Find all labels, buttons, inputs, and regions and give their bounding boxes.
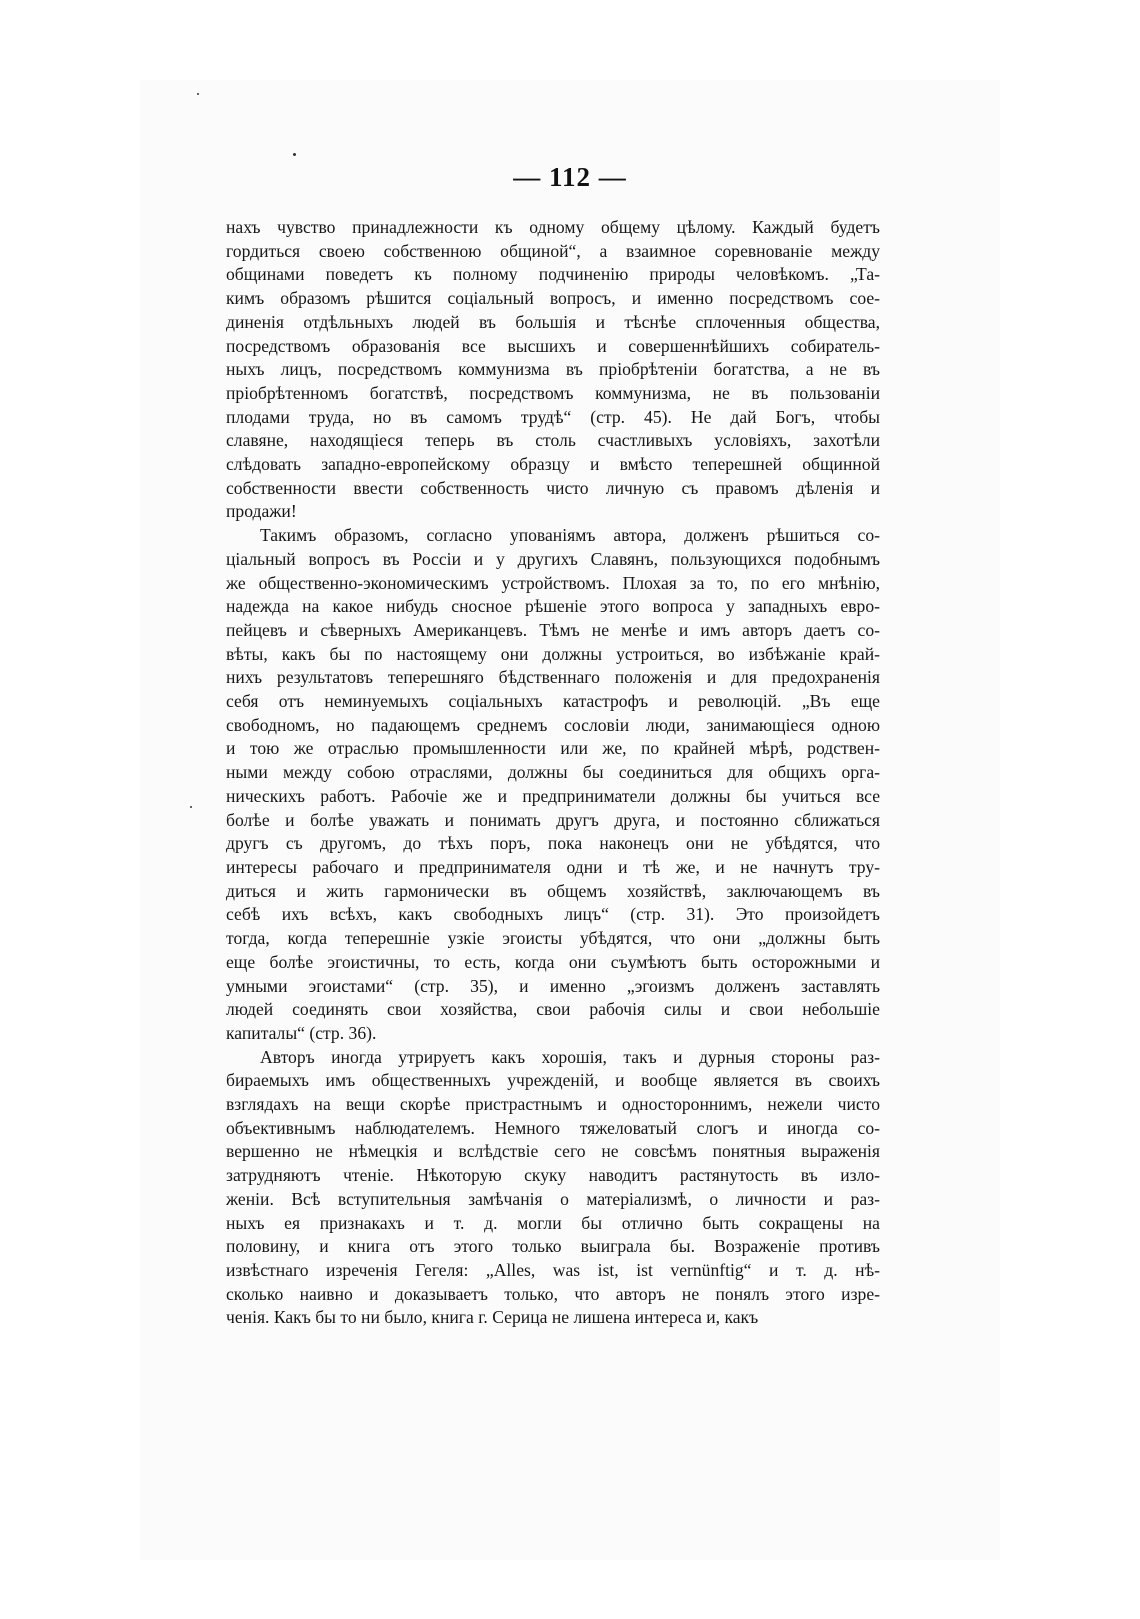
paragraph-1 bbox=[226, 216, 880, 524]
body-text bbox=[226, 216, 880, 1330]
text-line: собственности ввести собственность чисто личную съ правомъ дѣленія и bbox=[226, 477, 880, 498]
text-line: затрудняютъ чтеніе. Нѣкоторую скуку наводитъ растянутость въ изло- bbox=[226, 1165, 880, 1186]
text-line: Авторъ иногда утрируетъ какъ хорошія, такъ и дурныя стороны раз- bbox=[260, 1046, 880, 1067]
text-line: ціальный вопросъ въ Россіи и у другихъ Славянъ, пользующихся подобнымъ bbox=[226, 548, 880, 569]
text-line: ническихъ работъ. Рабочіе же и предприниматели должны бы учиться все bbox=[226, 785, 880, 806]
paragraph-3 bbox=[226, 1046, 880, 1330]
text-line: пейцевъ и сѣверныхъ Американцевъ. Тѣмъ не менѣе и имъ авторъ даетъ со- bbox=[226, 619, 880, 640]
text-line: вершенно не нѣмецкія и вслѣдствіе сего не совсѣмъ понятныя выраженія bbox=[226, 1141, 880, 1162]
text-line: умными эгоистами“ (стр. 35), и именно „эгоизмъ долженъ заставлять bbox=[226, 975, 880, 996]
text-line: себя отъ неминуемыхъ соціальныхъ катастрофъ и революцій. „Въ еще bbox=[226, 691, 880, 712]
text-line: и тою же отраслью промышленности или же, по крайней мѣрѣ, родствен- bbox=[226, 738, 880, 759]
text-line: объективнымъ наблюдателемъ. Немного тяжеловатый слогъ и иногда со- bbox=[226, 1117, 880, 1138]
text-line: диться и жить гармонически въ общемъ хозяйствѣ, заключающемъ въ bbox=[226, 880, 880, 901]
text-line: сколько наивно и доказываетъ только, что авторъ не понялъ этого изре- bbox=[226, 1283, 880, 1304]
page-number: — 112 — bbox=[513, 162, 627, 192]
text-line: посредствомъ образованія все высшихъ и совершеннѣйшихъ собиратель- bbox=[226, 335, 880, 356]
text-line: нихъ результатовъ теперешняго бѣдственнаго положенія и для предохраненія bbox=[226, 667, 880, 688]
text-line: диненія отдѣльныхъ людей въ большія и тѣснѣе сплоченныя общества, bbox=[226, 311, 880, 332]
text-line: еще болѣе эгоистичны, то есть, когда они съумѣютъ быть осторожными и bbox=[226, 951, 880, 972]
text-line: вѣты, какъ бы по настоящему они должны устроиться, во избѣжаніе край- bbox=[226, 643, 880, 664]
text-line: славяне, находящіеся теперь въ столь счастливыхъ условіяхъ, захотѣли bbox=[226, 430, 880, 451]
text-line: плодами труда, но въ самомъ трудѣ“ (стр. 45). Не дай Богъ, чтобы bbox=[226, 406, 880, 427]
text-line: ными между собою отраслями, должны бы соединиться для общихъ орга- bbox=[226, 762, 880, 783]
text-line: кимъ образомъ рѣшится соціальный вопросъ, и именно посредствомъ сое- bbox=[226, 288, 880, 309]
ink-speck bbox=[197, 93, 199, 95]
text-line: ныхъ лицъ, посредствомъ коммунизма въ пріобрѣтеніи богатства, а не въ bbox=[226, 359, 880, 380]
text-line: людей соединять свои хозяйства, свои рабочія силы и свои небольшіе bbox=[226, 999, 880, 1020]
text-line: общинами поведетъ къ полному подчиненію природы человѣкомъ. „Та- bbox=[226, 264, 880, 285]
text-line: ныхъ ея признакахъ и т. д. могли бы отлично быть сокращены на bbox=[226, 1212, 880, 1233]
text-line: капиталы“ (стр. 36). bbox=[226, 1022, 377, 1043]
text-line: себѣ ихъ всѣхъ, какъ свободныхъ лицъ“ (стр. 31). Это произойдетъ bbox=[226, 904, 880, 925]
text-line: извѣстнаго изреченія Гегеля: „Alles, was ist, ist vernünftig“ и т. д. нѣ- bbox=[226, 1259, 880, 1280]
text-line: нахъ чувство принадлежности къ одному общему цѣлому. Каждый будетъ bbox=[226, 217, 880, 237]
ink-speck bbox=[293, 153, 296, 156]
text-line: тогда, когда теперешніе узкіе эгоисты убѣдятся, что они „должны быть bbox=[226, 928, 880, 949]
text-line: же общественно-экономическимъ устройствомъ. Плохая за то, по его мнѣнію, bbox=[226, 572, 880, 593]
text-line: слѣдовать западно-европейскому образцу и вмѣсто теперешней общинной bbox=[226, 454, 880, 475]
text-line: продажи! bbox=[226, 501, 297, 522]
paragraph-2 bbox=[226, 524, 880, 1045]
text-line: пріобрѣтенномъ богатствѣ, посредствомъ коммунизма, не въ пользованіи bbox=[226, 382, 880, 403]
text-line: Такимъ образомъ, согласно упованіямъ автора, долженъ рѣшиться со- bbox=[260, 525, 880, 546]
text-line: другъ съ другомъ, до тѣхъ поръ, пока наконецъ они не убѣдятся, что bbox=[226, 833, 880, 854]
text-line: свободномъ, но падающемъ среднемъ сословіи люди, занимающіеся одною bbox=[226, 714, 880, 735]
text-line: надежда на какое нибудь сносное рѣшеніе этого вопроса у западныхъ евро- bbox=[226, 596, 880, 617]
text-line: бираемыхъ имъ общественныхъ учрежденій, и вообще является въ своихъ bbox=[226, 1070, 880, 1091]
text-line: интересы рабочаго и предпринимателя одни и тѣ же, и не начнутъ тру- bbox=[226, 856, 880, 877]
text-line: гордиться своею собственною общиной“, а взаимное соревнованіе между bbox=[226, 240, 880, 261]
text-line: взглядахъ на вещи скорѣе пристрастнымъ и одностороннимъ, нежели чисто bbox=[226, 1094, 880, 1115]
text-line: болѣе и болѣе уважать и понимать другъ друга, и постоянно сближаться bbox=[226, 809, 880, 830]
text-line: женіи. Всѣ вступительныя замѣчанія о матеріализмѣ, о личности и раз- bbox=[226, 1188, 880, 1209]
ink-speck bbox=[190, 806, 192, 808]
text-line: половину, и книга отъ этого только выиграла бы. Возраженіе противъ bbox=[226, 1236, 880, 1257]
text-line: ченія. Какъ бы то ни было, книга г. Серица не лишена интереса и, какъ bbox=[226, 1307, 759, 1328]
